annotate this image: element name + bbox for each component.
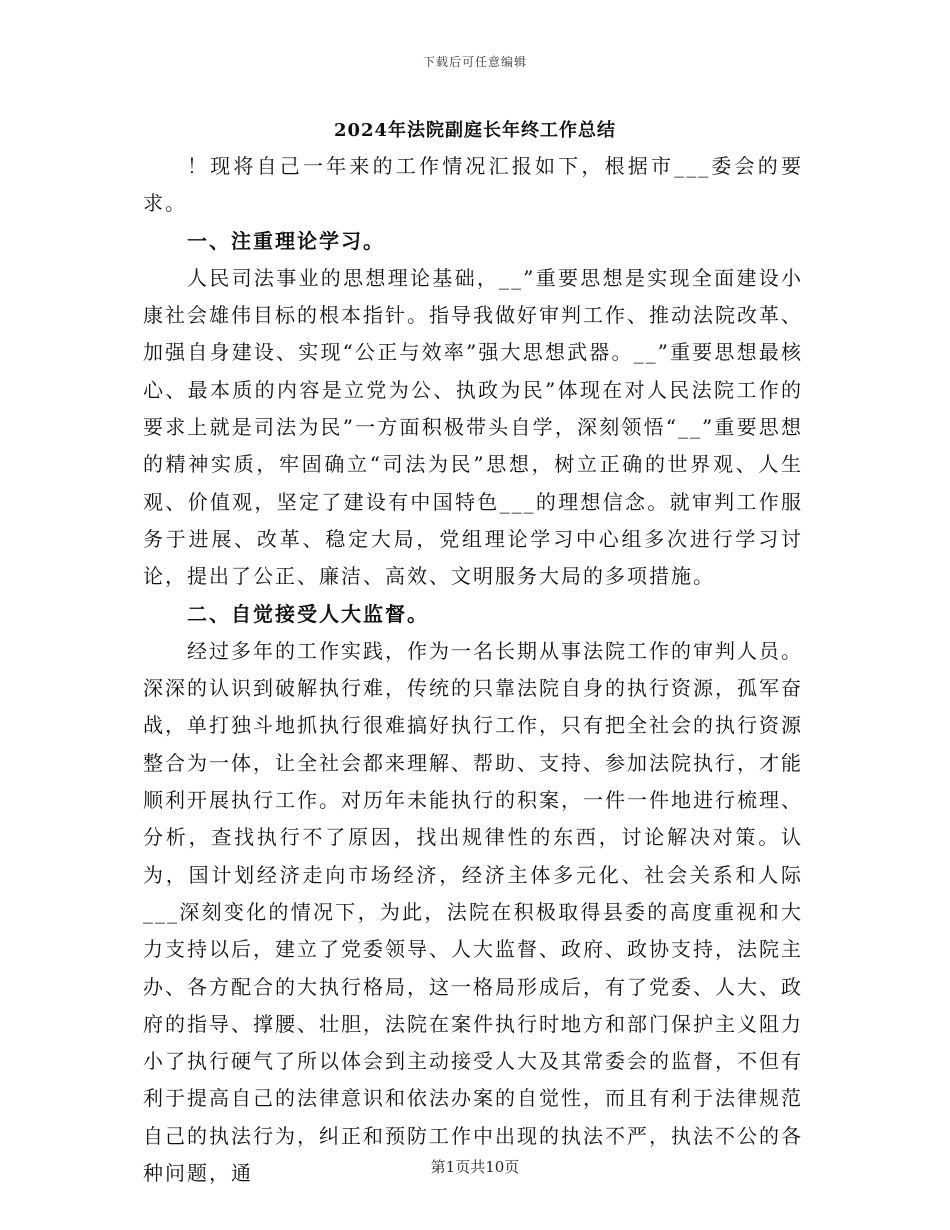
section-heading-1: 一、注重理论学习。 xyxy=(187,228,385,253)
document-body xyxy=(143,148,803,1192)
page-footer: 第1页共10页 xyxy=(430,1158,520,1176)
header-note: 下载后可任意编辑 xyxy=(422,55,527,69)
section-paragraph-2: 经过多年的工作实践，作为一名长期从事法院工作的审判人员。深深的认识到破解执行难，传统的只靠法院自身的执行资源，孤军奋战，单打独斗地抓执行很难搞好执行工作，只有把全社会的执行资源整合为一体，让全社会都来理解、帮助、支持、参加法院执行，才能顺利开展执行工作。对历年未能执行的积案，一件一件地进行梳理、分析，查找执行不了原因，找出规律性的东西，讨论解决对策。认为，国计划经济走向市场经济，经济主体多元化、社会关系和人际___深刻变化的情况下，为此，法院在积极取得县委的高度重视和大力支持以后，建立了党委领导、人大监督、政府、政协支持，法院主办、各方配合的大执行格局，这一格局形成后，有了党委、人大、政府的指导、撑腰、壮胆，法院在案件执行时地方和部门保护主义阻力小了执行硬气了所以体会到主动接受人大及其常委会的监督，不但有利于提高自己的法律意识和依法办案的自觉性，而且有利于法律规范自己的执法行为，纠正和预防工作中出现的执法不严，执法不公的各种问题，通 xyxy=(143,638,803,1186)
section-heading-2: 二、自觉接受人大监督。 xyxy=(187,601,429,626)
document-title: 2024年法院副庭长年终工作总结 xyxy=(333,120,617,141)
intro-paragraph: ！现将自己一年来的工作情况汇报如下，根据市___委会的要求。 xyxy=(143,154,803,216)
section-paragraph-1: 人民司法事业的思想理论基础，__”重要思想是实现全面建设小康社会雄伟目标的根本指针。指导我做好审判工作、推动法院改革、加强自身建设、实现“公正与效率”强大思想武器。__”重要思想最核心、最本质的内容是立党为公、执政为民”体现在对人民法院工作的要求上就是司法为民”一方面积极带头自学，深刻领悟“__”重要思想的精神实质，牢固确立“司法为民”思想，树立正确的世界观、人生观、价值观，坚定了建设有中国特色___的理想信念。就审判工作服务于进展、改革、稳定大局，党组理论学习中心组多次进行学习讨论，提出了公正、廉洁、高效、文明服务大局的多项措施。 xyxy=(143,265,803,589)
